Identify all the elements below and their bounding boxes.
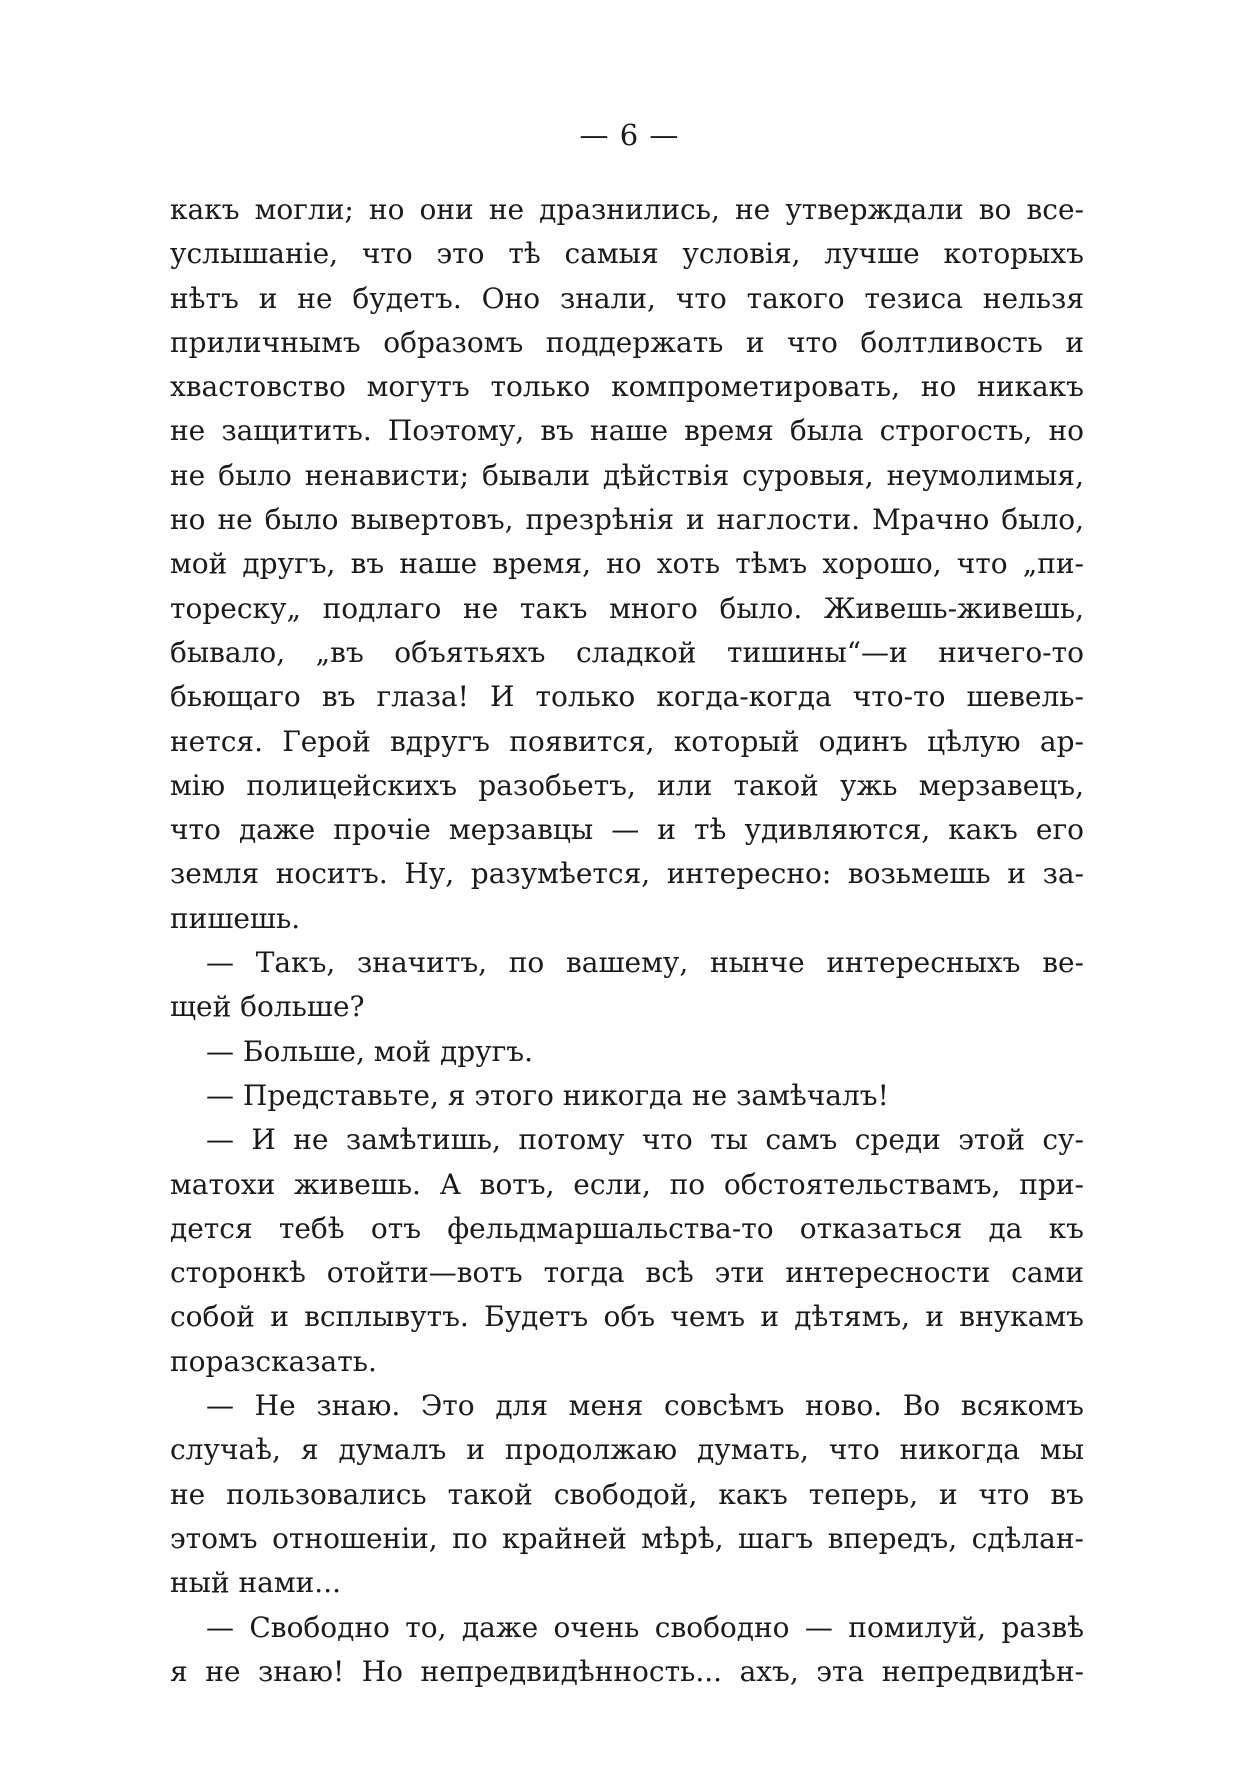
text-line: — Такъ, значитъ, по вашему, нынче интересныхъ ве- [206,946,1084,980]
text-line: — Больше, мой другъ. [206,1034,533,1068]
text-line: бьющаго въ глаза! И только когда-когда что-то шевель- [170,680,1084,714]
page-number: — 6 — [579,118,680,152]
text-line: щей больше? [170,990,365,1024]
text-line: не защитить. Поэтому, въ наше время была строгость, но [170,414,1084,448]
text-line: не пользовались такой свободой, какъ теперь, и что въ [170,1477,1084,1511]
text-line: но не было вывертовъ, презрѣнія и наглости. Мрачно было, [170,503,1084,537]
text-line: какъ могли; но они не дразнились, не утверждали во все- [170,193,1084,226]
text-line: нѣтъ и не будетъ. Оно знали, что такого тезиса нельзя [170,281,1084,315]
text-line: дется тебѣ отъ фельдмаршальства-то отказаться да къ [170,1211,1084,1245]
text-line: этомъ отношеніи, по крайней мѣрѣ, шагъ впередъ, сдѣлан- [170,1521,1084,1555]
text-line: — Представьте, я этого никогда не замѣчалъ! [206,1078,889,1112]
text-line: случаѣ, я думалъ и продолжаю думать, что никогда мы [170,1433,1084,1467]
text-line: собой и всплывутъ. Будетъ объ чемъ и дѣтямъ, и внукамъ [170,1300,1084,1334]
text-line: сторонкѣ отойти—вотъ тогда всѣ эти интересности сами [170,1256,1084,1290]
text-line: ный нами... [170,1566,342,1600]
text-line: не было ненависти; бывали дѣйствія суровыя, неумолимыя, [170,458,1084,492]
text-line: матохи живешь. А вотъ, если, по обстоятельствамъ, при- [170,1167,1084,1201]
text-line: мой другъ, въ наше время, но хоть тѣмъ хорошо, что „пи- [170,547,1084,581]
text-line: — Не знаю. Это для меня совсѣмъ ново. Во всякомъ [206,1389,1084,1423]
text-line: хвастовство могутъ только компрометировать, но никакъ [170,370,1084,404]
text-line: земля носитъ. Ну, разумѣется, интересно: возьмешь и за- [170,857,1084,891]
text-line: — И не замѣтишь, потому что ты самъ среди этой су- [206,1123,1084,1157]
text-line: тореску„ подлаго не такъ много было. Живешь-живешь, [170,591,1084,625]
text-line: пишешь. [170,901,301,935]
text-line: бывало, „въ объятьяхъ сладкой тишины“—и ничего-то [170,635,1084,669]
text-line: услышаніе, что это тѣ самыя условія, лучше которыхъ [170,237,1084,271]
text-line: мію полицейскихъ разобьетъ, или такой ужь мерзавецъ, [170,768,1084,802]
body-text [170,188,1084,1694]
text-line: приличнымъ образомъ поддержать и что болтливость и [170,325,1084,359]
text-line: поразсказать. [170,1344,377,1378]
text-line: — Свободно то, даже очень свободно — помилуй, развѣ [206,1610,1084,1644]
text-line: я не знаю! Но непредвидѣнность... ахъ, эта непредвидѣн- [170,1654,1084,1688]
text-line: что даже прочіе мерзавцы — и тѣ удивляются, какъ его [170,813,1084,847]
text-line: нется. Герой вдругъ появится, который одинъ цѣлую ар- [170,724,1084,758]
